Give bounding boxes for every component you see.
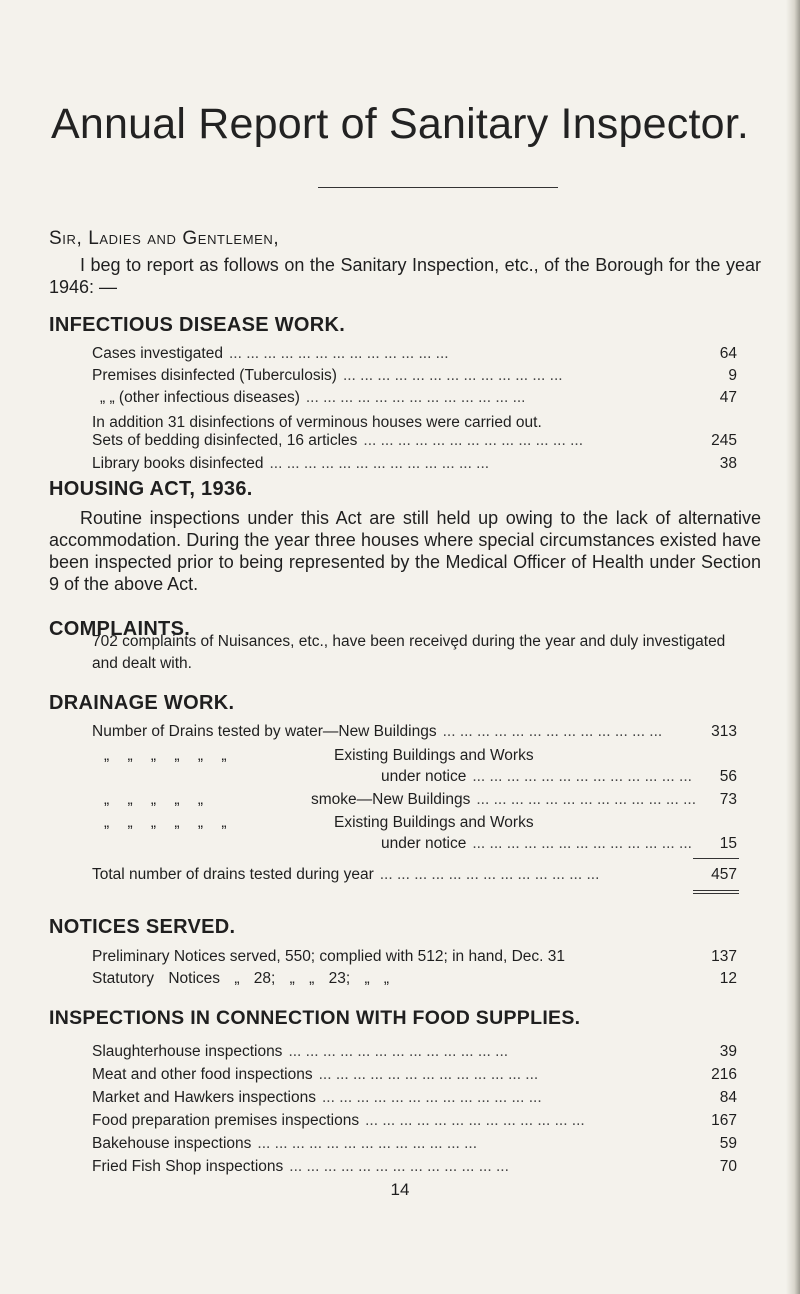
food-row bbox=[92, 1135, 737, 1153]
drainage-total-row bbox=[92, 866, 737, 884]
row-value: 245 bbox=[711, 432, 737, 449]
row-label: under notice bbox=[381, 768, 467, 785]
infectious-note: In addition 31 disinfections of verminous houses were carried out. bbox=[92, 414, 542, 431]
housing-paragraph: Routine inspections under this Act are still held up owing to the lack of alternative accommodation. During the year three houses where special circumstances existed have been inspected prior to being represented by the Medical Officer of Health under Section 9 of the above Act. bbox=[49, 508, 761, 594]
total-double-rule bbox=[693, 893, 739, 894]
row-value: 216 bbox=[711, 1066, 737, 1083]
row-label: Premises disinfected (Tuberculosis) bbox=[92, 367, 337, 384]
drainage-row bbox=[381, 768, 737, 786]
infectious-row bbox=[92, 432, 737, 450]
row-label: Library books disinfected bbox=[92, 455, 264, 472]
row-value: 64 bbox=[719, 345, 737, 362]
row-value: 313 bbox=[711, 723, 737, 740]
complaints-heading: COMPLAINTS. bbox=[49, 618, 191, 640]
leader-dots bbox=[337, 367, 697, 385]
row-label: Market and Hawkers inspections bbox=[92, 1089, 316, 1106]
row-value: 84 bbox=[719, 1089, 737, 1106]
drainage-heading: DRAINAGE WORK. bbox=[49, 692, 235, 714]
leader-dots bbox=[223, 345, 697, 363]
row-label: Sets of bedding disinfected, 16 articles bbox=[92, 432, 358, 449]
infectious-row bbox=[92, 455, 737, 473]
leader-dots bbox=[283, 1158, 697, 1176]
row-label: Fried Fish Shop inspections bbox=[92, 1158, 284, 1175]
total-double-rule bbox=[693, 890, 739, 891]
row-value: 457 bbox=[711, 866, 737, 883]
leader-dots bbox=[316, 1089, 697, 1107]
row-label: Food preparation premises inspections bbox=[92, 1112, 360, 1129]
row-label: Bakehouse inspections bbox=[92, 1135, 252, 1152]
row-value: 15 bbox=[719, 835, 737, 852]
row-value: 70 bbox=[719, 1158, 737, 1175]
notices-heading: NOTICES SERVED. bbox=[49, 916, 236, 938]
leader-dots bbox=[374, 866, 697, 884]
ditto-marks: „ „ „ „ „ bbox=[104, 791, 204, 808]
row-value: 56 bbox=[719, 768, 737, 785]
infectious-heading: INFECTIOUS DISEASE WORK. bbox=[49, 314, 346, 336]
drainage-sub-label: Existing Buildings and Works bbox=[334, 814, 534, 831]
salutation: Sir, Ladies and Gentlemen, bbox=[49, 228, 280, 249]
row-value: 47 bbox=[719, 389, 737, 406]
ditto-marks: „ „ „ „ „ „ bbox=[104, 747, 227, 764]
row-value: 167 bbox=[711, 1112, 737, 1129]
leader-dots bbox=[300, 389, 697, 407]
row-value: 59 bbox=[719, 1135, 737, 1152]
food-row bbox=[92, 1066, 737, 1084]
row-value: 73 bbox=[719, 791, 737, 808]
row-label: smoke—New Buildings bbox=[311, 791, 471, 808]
notices-value: 12 bbox=[719, 970, 737, 987]
drainage-sub-label: Existing Buildings and Works bbox=[334, 747, 534, 764]
leader-dots bbox=[313, 1066, 697, 1084]
leader-dots bbox=[437, 723, 697, 741]
infectious-row bbox=[92, 389, 737, 407]
infectious-row bbox=[92, 367, 737, 385]
housing-heading: HOUSING ACT, 1936. bbox=[49, 478, 253, 500]
title-underline bbox=[318, 187, 558, 188]
leader-dots bbox=[357, 432, 697, 450]
row-label: „ „ (other infectious diseases) bbox=[100, 389, 300, 406]
ditto-marks: „ „ „ „ „ „ bbox=[104, 814, 227, 831]
row-label: Slaughterhouse inspections bbox=[92, 1043, 283, 1060]
leader-dots bbox=[251, 1135, 697, 1153]
food-row bbox=[92, 1043, 737, 1061]
row-label: under notice bbox=[381, 835, 467, 852]
row-label: Cases investigated bbox=[92, 345, 223, 362]
intro-paragraph: I beg to report as follows on the Sanitary Inspection, etc., of the Borough for the year 1946: — bbox=[49, 255, 761, 297]
notices-line: Statutory Notices „ 28; „ „ 23; „ „ bbox=[92, 970, 390, 987]
notices-line: Preliminary Notices served, 550; complied with 512; in hand, Dec. 31 bbox=[92, 948, 565, 965]
row-value: 39 bbox=[719, 1043, 737, 1060]
page-number: 14 bbox=[390, 1180, 410, 1199]
row-label: Meat and other food inspections bbox=[92, 1066, 313, 1083]
leader-dots bbox=[466, 835, 697, 853]
page-edge-shadow bbox=[786, 0, 800, 1294]
complaints-paragraph: 702 complaints of Nuisances, etc., have been receivȩd during the year and duly investigated and dealt with. bbox=[92, 633, 726, 672]
notices-value: 137 bbox=[711, 948, 737, 965]
drainage-row bbox=[381, 835, 737, 853]
food-row bbox=[92, 1112, 737, 1130]
drainage-row bbox=[92, 723, 737, 741]
food-row bbox=[92, 1158, 737, 1176]
page-title: Annual Report of Sanitary Inspector. bbox=[51, 100, 749, 148]
leader-dots bbox=[263, 455, 697, 473]
leader-dots bbox=[282, 1043, 697, 1061]
leader-dots bbox=[470, 791, 697, 809]
row-value: 9 bbox=[728, 367, 737, 384]
subtotal-rule bbox=[693, 858, 739, 859]
leader-dots bbox=[466, 768, 697, 786]
row-label: Total number of drains tested during year bbox=[92, 866, 374, 883]
food-heading: INSPECTIONS IN CONNECTION WITH FOOD SUPPLIES. bbox=[49, 1007, 581, 1029]
food-row bbox=[92, 1089, 737, 1107]
drainage-row bbox=[311, 791, 737, 809]
row-label: Number of Drains tested by water—New Buildings bbox=[92, 723, 437, 740]
row-value: 38 bbox=[719, 455, 737, 472]
leader-dots bbox=[359, 1112, 697, 1130]
infectious-row bbox=[92, 345, 737, 363]
